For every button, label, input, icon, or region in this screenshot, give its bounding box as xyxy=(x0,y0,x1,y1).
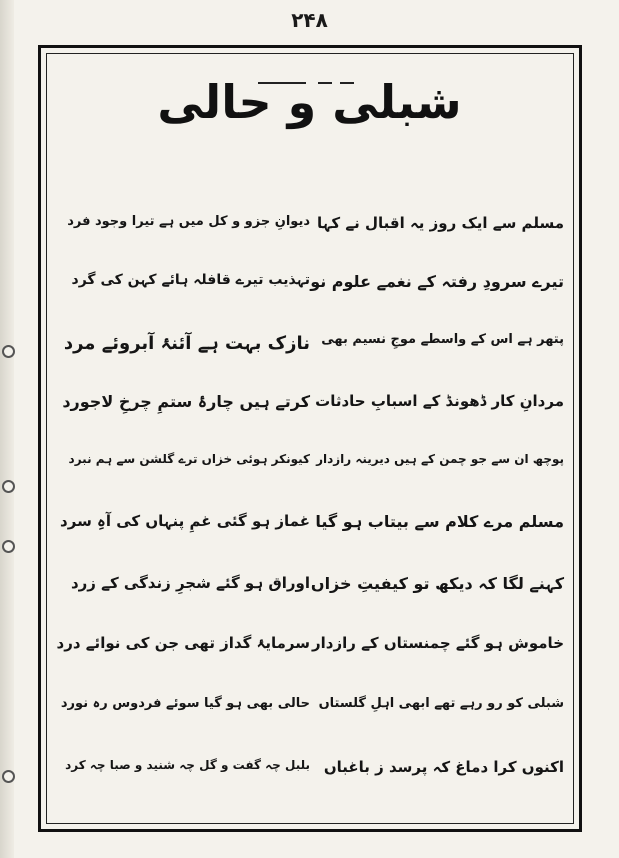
page-number: ۲۴۸ xyxy=(291,8,328,32)
misra-second: غماز ہو گئی غمِ پنہاں کی آہِ سرد xyxy=(60,512,310,530)
misra-first: شبلی کو رو رہے تھے ابھی اہلِ گلستاں xyxy=(318,696,564,711)
couplet xyxy=(56,510,564,560)
misra-first: پتھر ہے اس کے واسطے موجِ نسیم بھی xyxy=(321,332,564,347)
couplet xyxy=(56,450,564,500)
couplet xyxy=(56,632,564,682)
misra-first: خاموش ہو گئے چمنستاں کے رازدار xyxy=(312,634,564,652)
couplet xyxy=(56,756,564,806)
misra-second: سرمایۂ گداز تھی جن کی نوائے درد xyxy=(56,634,310,652)
misra-first: اکنوں کرا دماغ کہ پرسد ز باغباں xyxy=(323,758,564,776)
binding-stitch xyxy=(2,345,15,358)
misra-second: نازک بہت ہے آئنۂ آبروئے مرد xyxy=(63,333,310,354)
misra-first: تیرے سرودِ رفتہ کے نغمے علوم نو xyxy=(310,272,564,291)
couplet xyxy=(56,270,564,320)
misra-first: کہنے لگا کہ دیکھ تو کیفیتِ خزاں xyxy=(310,574,564,593)
binding-stitch xyxy=(2,480,15,493)
binding-stitch xyxy=(2,540,15,553)
misra-second: تہذیب تیرے قافلہ ہائے کہن کی گرد xyxy=(71,272,310,288)
couplet xyxy=(56,390,564,440)
misra-second: بلبل چہ گفت و گل چہ شنید و صبا چہ کرد xyxy=(65,758,310,772)
misra-second: کیونکر ہوئی خزاں ترے گلشن سے ہم نبرد xyxy=(68,452,310,466)
misra-first: مردانِ کار ڈھونڈ کے اسبابِ حادثات xyxy=(315,392,564,410)
misra-second: دیوانِ جزو و کل میں ہے تیرا وجود فرد xyxy=(67,214,310,229)
misra-second: اوراق ہو گئے شجرِ زندگی کے زرد xyxy=(70,574,310,592)
misra-first: مسلم سے ایک روز یہ اقبال نے کہا xyxy=(317,214,564,232)
binding-stitch xyxy=(2,770,15,783)
couplet xyxy=(56,212,564,262)
couplet xyxy=(56,694,564,744)
misra-first: مسلم مرے کلام سے بیتاب ہو گیا xyxy=(315,512,564,531)
misra-first: پوچھ ان سے جو چمن کے ہیں دیرینہ رازدار xyxy=(316,452,564,466)
couplet xyxy=(56,330,564,380)
misra-second: حالی بھی ہو گیا سوئے فردوس رہ نورد xyxy=(60,696,310,711)
poem-title: شبلی و حالی xyxy=(157,75,462,129)
misra-second: کرتے ہیں چارۂ ستمِ چرخِ لاجورد xyxy=(62,392,310,411)
couplet xyxy=(56,572,564,622)
